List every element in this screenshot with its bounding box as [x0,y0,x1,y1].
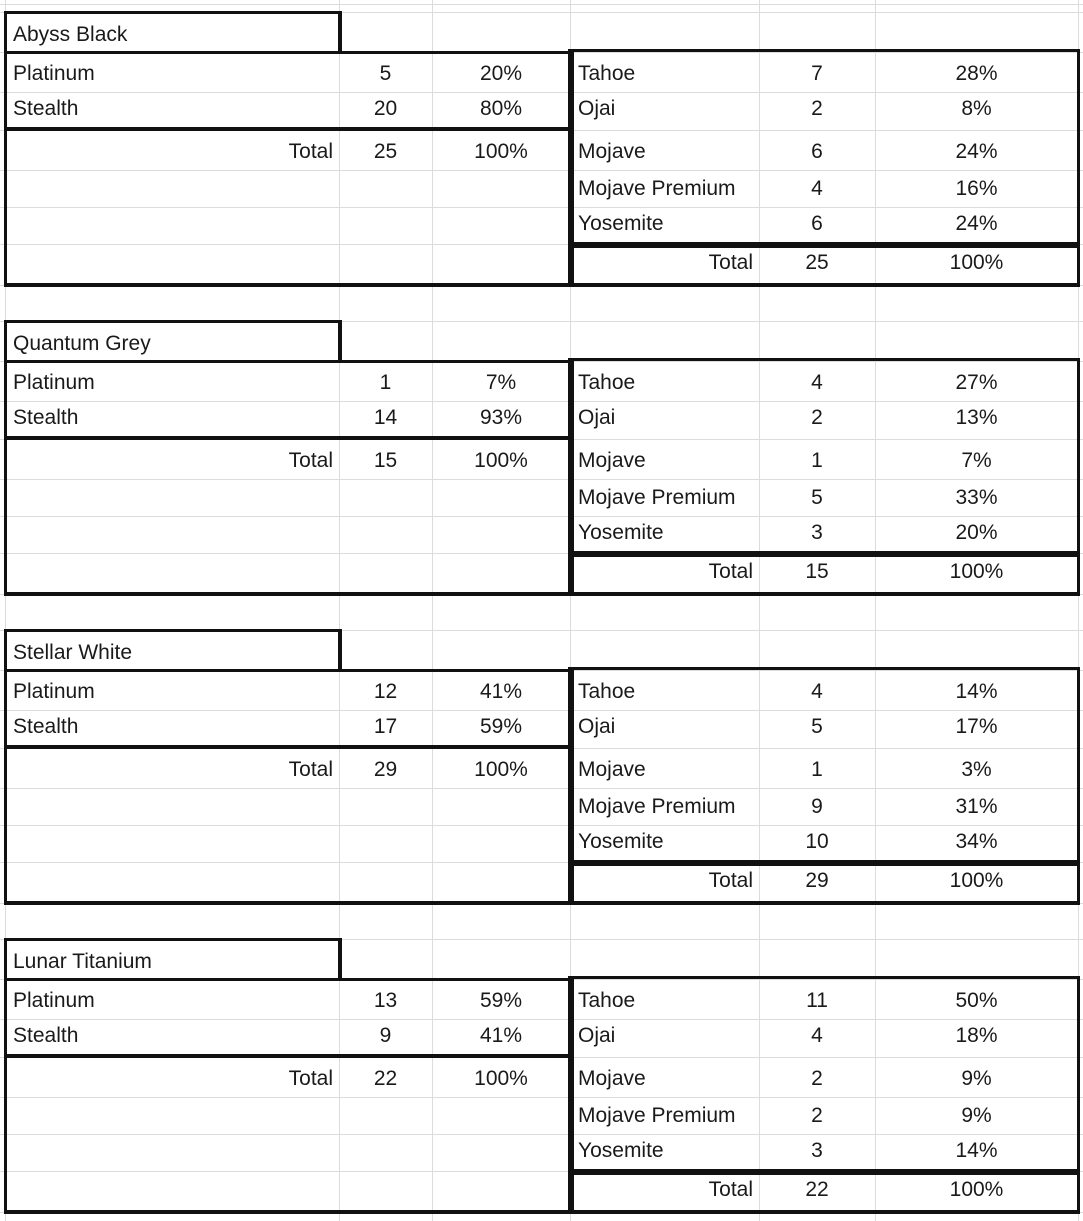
package-count-cell[interactable]: 3 [811,1139,823,1162]
package-label-cell[interactable]: Mojave [578,1067,646,1090]
package-label-cell[interactable]: Yosemite [578,521,664,544]
gridline-horizontal [0,1057,1083,1058]
package-percent-cell[interactable]: 24% [955,140,998,163]
package-count-cell[interactable]: 2 [811,1104,823,1127]
package-label-cell[interactable]: Yosemite [578,1139,664,1162]
trim-percent-cell[interactable]: 41% [479,1024,523,1047]
gridline-horizontal [0,12,1083,13]
package-label-cell[interactable]: Mojave [578,758,646,781]
package-count-cell[interactable]: 4 [811,680,823,703]
gridline-horizontal [0,244,1083,245]
trim-percent-cell[interactable]: 59% [479,715,523,738]
package-count-cell[interactable]: 3 [811,521,823,544]
gridline-horizontal [0,130,1083,131]
package-percent-cell[interactable]: 16% [955,177,998,200]
package-count-cell[interactable]: 4 [811,177,823,200]
package-total-percent-cell[interactable]: 100% [949,560,1004,583]
package-count-cell[interactable]: 10 [805,830,829,853]
gridline-horizontal [0,748,1083,749]
package-count-cell[interactable]: 4 [811,1024,823,1047]
package-total-label-cell[interactable]: Total [708,560,753,583]
gridline-horizontal [0,710,1083,711]
gridline-horizontal [0,594,1083,595]
package-count-cell[interactable]: 1 [811,449,823,472]
package-total-label-cell[interactable]: Total [708,869,753,892]
package-count-cell[interactable]: 2 [811,1067,823,1090]
package-count-cell[interactable]: 5 [811,715,823,738]
trim-total-label-cell[interactable]: Total [288,449,333,472]
package-percent-cell[interactable]: 8% [961,97,992,120]
gridline-horizontal [0,1171,1083,1172]
package-label-cell[interactable]: Mojave Premium [578,177,736,200]
package-label-cell[interactable]: Mojave Premium [578,486,736,509]
package-count-cell[interactable]: 6 [811,140,823,163]
package-count-cell[interactable]: 9 [811,795,823,818]
package-label-cell[interactable]: Tahoe [578,680,636,703]
gridline-horizontal [0,516,1083,517]
package-label-cell[interactable]: Ojai [578,1024,616,1047]
package-percent-cell[interactable]: 33% [955,486,998,509]
package-total-percent-cell[interactable]: 100% [949,251,1004,274]
package-label-cell[interactable]: Mojave Premium [578,795,736,818]
package-percent-cell[interactable]: 18% [955,1024,998,1047]
gridline-horizontal [0,439,1083,440]
trim-percent-cell[interactable]: 93% [479,406,523,429]
package-percent-cell[interactable]: 27% [955,371,998,394]
trim-label-cell[interactable]: Stealth [13,97,79,120]
package-total-label-cell[interactable]: Total [708,1178,753,1201]
package-label-cell[interactable]: Ojai [578,406,616,429]
trim-total-label-cell[interactable]: Total [288,1067,333,1090]
trim-total-count-cell[interactable]: 22 [373,1067,398,1090]
package-percent-cell[interactable]: 14% [955,1139,998,1162]
trim-label-cell[interactable]: Stealth [13,406,79,429]
gridline-horizontal [0,92,1083,93]
gridline-horizontal [0,401,1083,402]
trim-count-cell[interactable]: 14 [373,406,398,429]
package-total-percent-cell[interactable]: 100% [949,1178,1004,1201]
package-label-cell[interactable]: Ojai [578,97,616,120]
gridline-horizontal [0,903,1083,904]
package-percent-cell[interactable]: 17% [955,715,998,738]
block-title-cell[interactable]: Lunar Titanium [13,950,152,973]
gridline-horizontal [0,207,1083,208]
gridline-horizontal [0,1212,1083,1213]
trim-count-cell[interactable]: 9 [379,1024,392,1047]
trim-total-percent-cell[interactable]: 100% [474,758,528,781]
trim-label-cell[interactable]: Platinum [13,680,95,703]
package-label-cell[interactable]: Yosemite [578,830,664,853]
gridline-horizontal [0,285,1083,286]
package-label-cell[interactable]: Mojave [578,140,646,163]
package-total-count-cell[interactable]: 25 [805,251,829,274]
gridline-horizontal [0,788,1083,789]
gridline-horizontal [0,979,1083,980]
package-count-cell[interactable]: 2 [811,406,823,429]
package-percent-cell[interactable]: 14% [955,680,998,703]
gridline-horizontal [0,52,1083,53]
block-title-cell[interactable]: Abyss Black [13,23,128,46]
gridline-horizontal [0,479,1083,480]
gridline-horizontal [0,170,1083,171]
gridline-horizontal [0,862,1083,863]
trim-label-cell[interactable]: Stealth [13,1024,79,1047]
trim-total-count-cell[interactable]: 15 [373,449,398,472]
package-percent-cell[interactable]: 24% [955,212,998,235]
gridline-horizontal [0,361,1083,362]
gridline-horizontal [0,670,1083,671]
package-count-cell[interactable]: 11 [806,989,828,1012]
trim-total-count-cell[interactable]: 25 [373,140,398,163]
package-total-count-cell[interactable]: 22 [805,1178,829,1201]
gridline-horizontal [0,825,1083,826]
gridline-vertical [1078,0,1079,1221]
gridline-horizontal [0,4,1083,5]
trim-percent-cell[interactable]: 7% [485,371,517,394]
package-total-label-cell[interactable]: Total [708,251,753,274]
package-percent-cell[interactable]: 28% [955,62,998,85]
package-percent-cell[interactable]: 13% [955,406,998,429]
package-percent-cell[interactable]: 31% [955,795,998,818]
package-count-cell[interactable]: 6 [811,212,823,235]
trim-count-cell[interactable]: 1 [379,371,392,394]
package-percent-cell[interactable]: 7% [961,449,992,472]
trim-percent-cell[interactable]: 59% [479,989,523,1012]
package-percent-cell[interactable]: 9% [961,1067,992,1090]
trim-count-cell[interactable]: 5 [379,62,392,85]
trim-total-count-cell[interactable]: 29 [373,758,398,781]
trim-total-percent-cell[interactable]: 100% [474,1067,528,1090]
trim-label-cell[interactable]: Platinum [13,989,95,1012]
package-count-cell[interactable]: 4 [811,371,823,394]
package-percent-cell[interactable]: 34% [955,830,998,853]
package-label-cell[interactable]: Tahoe [578,371,636,394]
package-label-cell[interactable]: Yosemite [578,212,664,235]
trim-total-label-cell[interactable]: Total [288,140,333,163]
package-percent-cell[interactable]: 3% [961,758,992,781]
gridline-horizontal [0,1019,1083,1020]
trim-percent-cell[interactable]: 80% [479,97,523,120]
gridline-horizontal [0,321,1083,322]
trim-total-percent-cell[interactable]: 100% [474,449,528,472]
package-total-count-cell[interactable]: 15 [805,560,829,583]
trim-count-cell[interactable]: 13 [373,989,398,1012]
package-label-cell[interactable]: Mojave [578,449,646,472]
trim-count-cell[interactable]: 12 [373,680,398,703]
gridline-horizontal [0,1097,1083,1098]
package-count-cell[interactable]: 2 [811,97,823,120]
trim-percent-cell[interactable]: 20% [479,62,523,85]
gridline-horizontal [0,1134,1083,1135]
package-total-percent-cell[interactable]: 100% [949,869,1004,892]
trim-label-cell[interactable]: Platinum [13,62,95,85]
package-label-cell[interactable]: Tahoe [578,989,636,1012]
package-percent-cell[interactable]: 50% [955,989,998,1012]
package-label-cell[interactable]: Ojai [578,715,616,738]
package-percent-cell[interactable]: 20% [955,521,998,544]
gridline-horizontal [0,939,1083,940]
trim-label-cell[interactable]: Stealth [13,715,79,738]
trim-count-cell[interactable]: 20 [373,97,398,120]
package-count-cell[interactable]: 7 [811,62,823,85]
gridline-horizontal [0,553,1083,554]
package-count-cell[interactable]: 5 [811,486,823,509]
package-label-cell[interactable]: Tahoe [578,62,636,85]
package-label-cell[interactable]: Mojave Premium [578,1104,736,1127]
trim-count-cell[interactable]: 17 [373,715,398,738]
block-title-cell[interactable]: Quantum Grey [13,332,151,355]
block-title-cell[interactable]: Stellar White [13,641,133,664]
trim-total-percent-cell[interactable]: 100% [474,140,528,163]
trim-label-cell[interactable]: Platinum [13,371,95,394]
package-percent-cell[interactable]: 9% [961,1104,992,1127]
package-count-cell[interactable]: 1 [811,758,823,781]
gridline-horizontal [0,630,1083,631]
trim-percent-cell[interactable]: 41% [479,680,523,703]
trim-total-label-cell[interactable]: Total [288,758,333,781]
package-total-count-cell[interactable]: 29 [805,869,829,892]
